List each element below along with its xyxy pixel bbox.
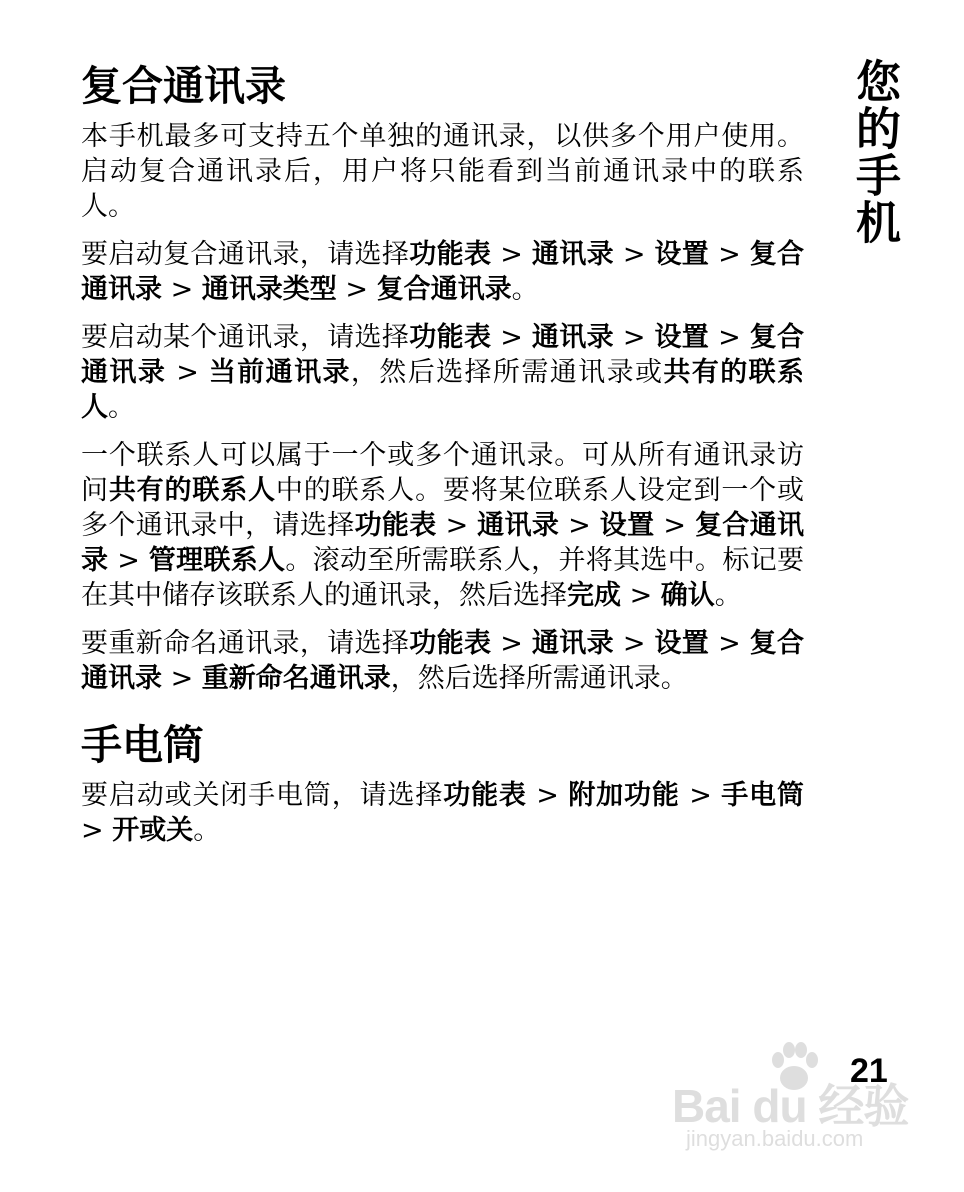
- menu-path-item: 共有的联系人: [108, 475, 276, 506]
- text-run: >: [108, 545, 149, 576]
- section-title-flashlight: 手电筒: [81, 721, 204, 769]
- text-run: 要重新命名通讯录，请选择: [81, 628, 410, 659]
- text-run: 。: [193, 815, 221, 846]
- text-run: 要启动复合通讯录，请选择: [81, 239, 410, 270]
- text-run: >: [679, 780, 722, 811]
- text-run: 要启动或关闭手电筒，请选择: [81, 780, 444, 811]
- paragraph-intro: [81, 119, 804, 224]
- page-number: 21: [850, 1052, 888, 1090]
- menu-path-item: 重新命名通讯录: [201, 663, 391, 694]
- text-run: 。: [108, 392, 135, 423]
- menu-path-item: 功能表: [409, 628, 492, 659]
- text-run: >: [559, 510, 600, 541]
- menu-path-item: 完成: [567, 580, 621, 611]
- menu-path-item: 设置: [599, 510, 655, 541]
- menu-path-item: 确认: [660, 580, 715, 611]
- section-title-multi-phonebook: 复合通讯录: [81, 62, 286, 110]
- text-run: >: [81, 815, 113, 846]
- text-run: >: [621, 580, 661, 611]
- text-run: >: [526, 780, 569, 811]
- text-run: 中的联系人。要将某位联系人设定到一个或多个通讯录中，请选择: [81, 475, 805, 541]
- menu-path-item: 功能表: [354, 510, 437, 541]
- text-run: >: [162, 274, 202, 305]
- menu-path-item: 功能表: [443, 780, 527, 811]
- main-content: [81, 55, 804, 861]
- menu-path-item: 开或关: [112, 815, 194, 846]
- menu-path-item: 复合通讯录: [376, 274, 512, 305]
- menu-path-item: 设置: [654, 239, 710, 270]
- menu-path-item: 通讯录: [477, 510, 560, 541]
- menu-path-item: 复合通讯录: [81, 239, 805, 305]
- menu-path-item: 通讯录: [531, 322, 614, 353]
- paragraph-rename: [81, 626, 804, 696]
- text-run: 要启动某个通讯录，请选择: [81, 322, 410, 353]
- menu-path-item: 设置: [654, 628, 710, 659]
- text-run: >: [491, 628, 532, 659]
- text-run: >: [709, 322, 750, 353]
- watermark-url: jingyan.baidu.com: [686, 1126, 864, 1151]
- menu-path-item: 共有的联系人: [81, 357, 805, 423]
- text-run: >: [613, 628, 655, 659]
- menu-path-item: 功能表: [409, 322, 492, 353]
- menu-path-item: 复合通讯录: [81, 628, 805, 694]
- text-run: >: [336, 274, 377, 305]
- text-run: 。: [714, 580, 742, 611]
- text-run: ，然后选择所需通讯录。: [390, 663, 688, 694]
- paragraph-assign-contacts: [81, 438, 804, 613]
- text-run: >: [491, 322, 532, 353]
- side-tab-your-phone: 您的手机: [848, 58, 901, 246]
- text-run: 。滚动至所需联系人，并将其选中。标记要在其中储存该联系人的通讯录，然后选择: [81, 545, 805, 611]
- text-run: >: [613, 239, 655, 270]
- text-run: >: [709, 239, 750, 270]
- menu-path-item: 当前通讯录: [208, 357, 351, 388]
- menu-path-item: 复合通讯录: [81, 322, 805, 388]
- watermark-logo-text: Bai du 经验: [672, 1080, 909, 1132]
- text-run: ，然后选择所需通讯录或: [350, 357, 664, 388]
- paragraph-enable-multi: [81, 237, 804, 307]
- menu-path-item: 管理联系人: [148, 545, 286, 576]
- watermark: [672, 1040, 912, 1155]
- text-run: 一个联系人可以属于一个或多个通讯录。可从所有通讯录访问: [81, 440, 804, 506]
- menu-path-item: 功能表: [409, 239, 492, 270]
- paragraph-activate-one: [81, 320, 804, 425]
- menu-path-item: 通讯录: [531, 628, 614, 659]
- text-run: >: [491, 239, 532, 270]
- text-run: >: [654, 510, 695, 541]
- menu-path-item: 通讯录类型: [201, 274, 337, 305]
- menu-path-item: 附加功能: [568, 780, 680, 811]
- menu-path-item: 通讯录: [531, 239, 614, 270]
- menu-path-item: 手电筒: [721, 780, 805, 811]
- text-run: >: [162, 663, 202, 694]
- menu-path-item: 设置: [654, 322, 710, 353]
- menu-path-item: 复合通讯录: [81, 510, 805, 576]
- text-run: 。: [511, 274, 539, 305]
- text-run: 本手机最多可支持五个单独的通讯录，以供多个用户使用。启动复合通讯录后，用户将只能看到当前通讯录中的联系人。: [81, 121, 804, 222]
- text-run: >: [166, 357, 209, 388]
- paragraph-flashlight: [81, 778, 804, 848]
- text-run: >: [436, 510, 478, 541]
- text-run: >: [709, 628, 750, 659]
- text-run: >: [613, 322, 655, 353]
